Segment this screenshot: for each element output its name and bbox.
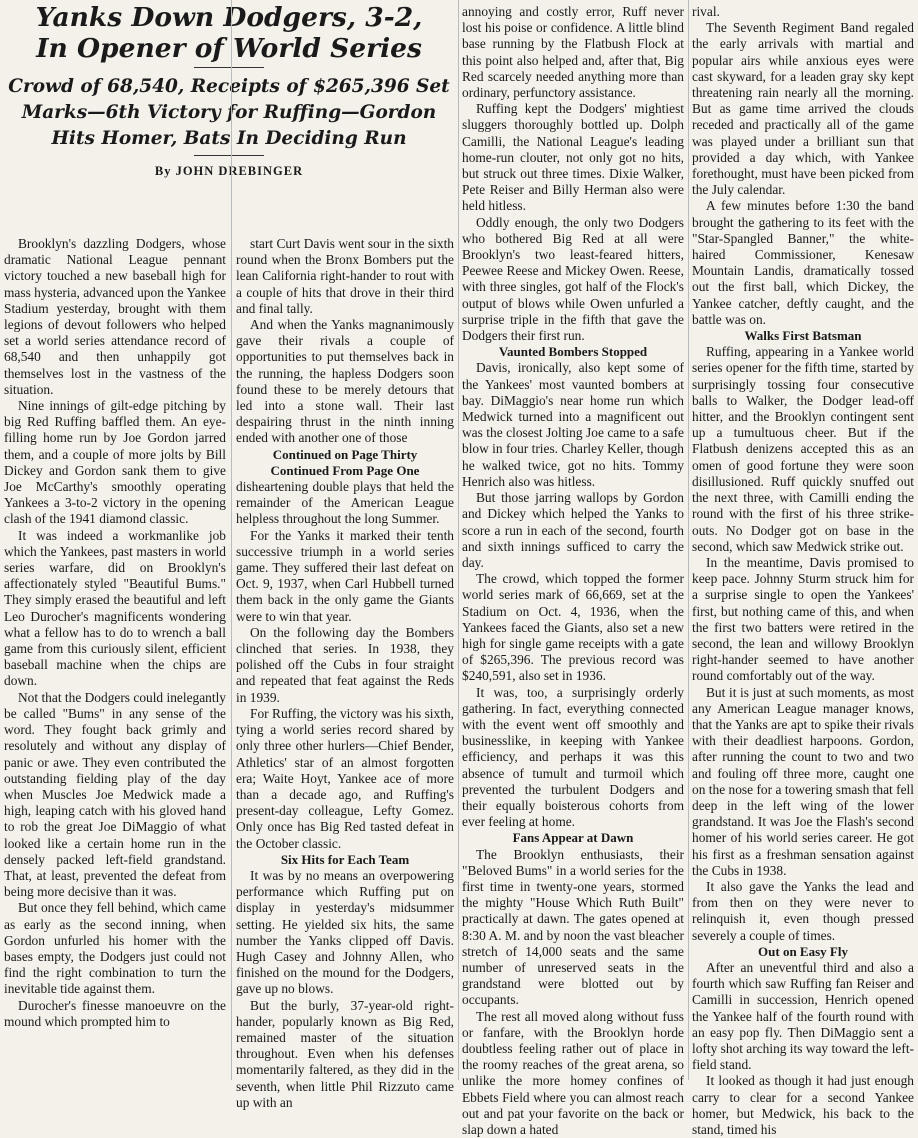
paragraph: A few minutes before 1:30 the band brought the gathering to its feet with the "Star-Spangled Banner," the white-haired Commissioner, Kenesaw Mountain Landis, dramatically tossed out the first ball, which Dickey, the Yankee catcher, deftly caught, and the battle was on. [692, 198, 914, 327]
paragraph: The Seventh Regiment Band regaled the early arrivals with martial and popular airs while anxious eyes were cast skyward, for a leaden gray sky kept threatening rain nearly all the morning. But as game time arrived the clouds receded and practically all of the game was played under a brilliant sun that provided a day which, with Yankee forethought, must have been picked from the July calendar. [692, 20, 914, 198]
byline: By JOHN DREBINGER [154, 164, 304, 178]
continued-from-notice: Continued From Page One [270, 462, 420, 478]
subhead-vaunted-bombers: Vaunted Bombers Stopped [498, 344, 648, 360]
paragraph: rival. [692, 4, 720, 19]
paragraph: Durocher's finesse manoeuvre on the mound which prompted him to [4, 997, 226, 1029]
paragraph: disheartening double plays that held the remainder of the American League helpless throughout the long Summer. [236, 479, 454, 527]
paragraph: The rest all moved along without fuss or fanfare, with the Brooklyn horde doubtless feeling rather out of place in the roomy reaches of the great arena, so unlike the more homey confines of Ebbets Field where you can almost reach out and pat your favorite on the back or slap down a hated [462, 1008, 684, 1138]
paragraph: It was, too, a surprisingly orderly gathering. In fact, everything connected with the event went off smoothly and businesslike, in keeping with Yankee efficiency, and perhaps it was this absence of tumult and turmoil which prevented the turbulent Dodgers and their equally boisterous cohorts from ever feeling at home. [462, 684, 684, 830]
main-headline-line-1: Yanks Down Dodgers, 3-2, [35, 2, 423, 33]
paragraph: For the Yanks it marked their tenth successive triumph in a world series game. They suffered their last defeat on Oct. 9, 1937, when Carl Hubbell turned them back in the only game the Giants were to win that year. [236, 527, 454, 624]
continued-on-notice: Continued on Page Thirty [272, 446, 418, 462]
column-4 [692, 4, 914, 1138]
paragraph: The crowd, which topped the former world series mark of 66,669, set at the Stadium on Oct. 4, 1936, when the Yankees faced the Giants, also set a new high for single game receipts with a gate of $265,396. The previous record was $240,591, also set in 1936. [462, 571, 684, 684]
paragraph: But it is just at such moments, as most any American League manager knows, that the Yanks are apt to spike their rivals with their deadliest harpoons. Gordon, after running the count to two and two and fouling off three more, caught one on the nose for a towering smash that fell deep in the left wing of the lower grandstand. It was Joe the Flash's second homer of his world series career. He got his first as a freshman sensation against the Cubs in 1938. [692, 684, 914, 878]
paragraph: The Brooklyn enthusiasts, their "Beloved Bums" in a world series for the first time in twenty-one years, stormed the mighty "House Which Ruth Built" practically at dawn. The gates opened at 8:30 A. M. and by noon the vast bleacher stretch of 14,000 seats and the same number of unreserved seats in the grandstand were blotted out by occupants. [462, 846, 684, 1008]
column-divider [458, 0, 459, 1080]
sub-headline-line-2: Marks—6th Victory for Ruffing—Gordon [21, 102, 437, 123]
paragraph: Davis, ironically, also kept some of the Yankees' most vaunted bombers at bay. DiMaggio's near home run which Medwick turned into a magnificent out was the closest Jolting Joe came to a safe blow in four tries. Charley Keller, though he walked twice, got no hits. Tommy Henrich also was hitless. [462, 360, 684, 489]
column-2 [236, 236, 454, 1111]
paragraph: After an uneventful third and also a fourth which saw Ruffing fan Reiser and Camilli in succession, Henrich opened the Yankee half of the fourth round with an easy pop fly. Then DiMaggio sent a lofty shot arching its way toward the left-field stand. [692, 959, 914, 1073]
subhead-six-hits: Six Hits for Each Team [280, 851, 410, 867]
paragraph: It also gave the Yanks the lead and from then on they were never to relinquish it, even though pressed severely a couple of times. [692, 878, 914, 943]
paragraph: Nine innings of gilt-edge pitching by big Red Ruffing baffled them. An eye-filling home run by Joe Gordon jarred them, and a couple of more jolts by Bill Dickey and Gordon sank them to give Joe McCarthy's smoothly operating Yankees a 3-to-2 victory in the opening clash of the 1941 diamond classic. [4, 398, 226, 527]
headline-block [4, 2, 454, 181]
paragraph: It looked as though it had just enough carry to clear for a second Yankee homer, but Medwick, his back to the stand, timed his [692, 1073, 914, 1138]
column-divider [231, 0, 232, 1080]
paragraph: But those jarring wallops by Gordon and Dickey which helped the Yanks to score a run in each of the second, fourth and sixth innings sufficed to carry the day. [462, 490, 684, 570]
headline-rule [194, 67, 264, 68]
paragraph: Oddly enough, the only two Dodgers who bothered Big Red at all were Brooklyn's two least-feared hitters, Peewee Reese and Mickey Owen. Reese, with three singles, got half of the Flock's output of blows while Owen unfurled a surprise triple in the fifth that gave the Dodgers their first run. [462, 214, 684, 344]
paragraph: It was by no means an overpowering performance which Ruffing put on display in yesterday's midsummer setting. He yielded six hits, the same number the Yanks clipped off Davis. Hugh Casey and Johnny Allen, who finished on the mound for the Dodgers, gave up no blows. [236, 867, 454, 997]
paragraph: And when the Yanks magnanimously gave their rivals a couple of opportunities to put themselves back in the running, the hapless Dodgers soon found these to be merely detours that led into a stone wall. Their last despairing thrust in the ninth inning ended with another one of those [236, 317, 454, 446]
sub-headline-line-1: Crowd of 68,540, Receipts of $265,396 Set [8, 76, 450, 97]
column-1 [4, 236, 226, 1030]
paragraph: But the burly, 37-year-old right-hander, popularly known as Big Red, remained master of the situation throughout. Even when his defenses momentarily faltered, as they did in the seventh, when little Phil Rizzuto came up with an [236, 997, 454, 1110]
paragraph: start Curt Davis went sour in the sixth round when the Bronx Bombers put the lean California right-hander to rout with a couple of hits that drove in their third and final tally. [236, 236, 454, 316]
paragraph: annoying and costly error, Ruff never lost his poise or confidence. A little blind base running by the Flatbush Flock at this point also helped and, after that, Big Red scarcely needed anything more than ordinary, perfunctory assistance. [462, 4, 684, 101]
paragraph: For Ruffing, the victory was his sixth, tying a world series record shared by only three other hurlers—Chief Bender, Athletics' star of an almost forgotten era; Waite Hoyt, Yankee ace of more than a decade ago, and Ruffing's present-day colleague, Lefty Gomez. Only once has Big Red tasted defeat in the October classic. [236, 705, 454, 851]
subhead-fans-appear: Fans Appear at Dawn [512, 830, 634, 846]
paragraph: Not that the Dodgers could inelegantly be called "Bums" in any sense of the word. They fought back grimly and resolutely and without any display of panic or awe. They even contributed the outstanding fielding play of the day when Muscles Joe Medwick made a high, leaping catch with his gloved hand to rob the great Joe DiMaggio of what looked like a certain home run in the densely packed left-field grandstand. That, at least, prevented the defeat from being more decisive than it was. [4, 689, 226, 900]
paragraph: Ruffing kept the Dodgers' mightiest sluggers thoroughly bottled up. Dolph Camilli, the National League's leading home-run clouter, not only got no hits, but struck out three times. Dixie Walker, Pete Reiser and Billy Herman also were held hitless. [462, 101, 684, 214]
sub-headline-line-3: Hits Homer, Bats In Deciding Run [51, 128, 407, 149]
main-headline-line-2: In Opener of World Series [36, 33, 422, 64]
paragraph: Ruffing, appearing in a Yankee world series opener for the fifth time, started by surprisingly tossing four consecutive balls to Walker, the Dodger lead-off hitter, and the Brooklyn contingent sent up a tumultuous cheer. But if the Flatbush denizens accepted this as an omen of good fortune they were soon disillusioned. Ruff quickly snuffed out the next three, with Camilli ending the round with the first of his three strike-outs. No Dodger got on base in the second, which saw Medwick strike out. [692, 344, 914, 554]
subhead-walks-first: Walks First Batsman [744, 328, 862, 344]
column-divider [688, 0, 689, 1080]
paragraph: Brooklyn's dazzling Dodgers, whose dramatic National League pennant victory touched a new baseball high for mass hysteria, advanced upon the Yankee Stadium yesterday, brought with them legions of devout followers who helped set a world series attendance record of 68,540 and then unhappily got themselves lost in the vastness of the situation. [4, 236, 227, 397]
paragraph: In the meantime, Davis promised to keep pace. Johnny Sturm struck him for a surprise single to open the Yankees' first, but nothing came of this, and when the first two batters were retired in the second, the lean and willowy Brooklyn right-hander seemed to have another round comfortably out of the way. [692, 554, 914, 684]
paragraph: On the following day the Bombers clinched that series. In 1938, they polished off the Cubs in four straight and repeated that feat against the Reds in 1939. [236, 624, 454, 705]
byline-rule [194, 155, 264, 156]
subhead-out-on-easy-fly: Out on Easy Fly [758, 943, 848, 959]
paragraph: But once they fell behind, which came as early as the second inning, when Gordon unfurled his homer with the bases empty, the Dodgers just could not find the right combination to turn the inevitable tide against them. [4, 900, 226, 997]
column-3 [462, 4, 684, 1138]
paragraph: It was indeed a workmanlike job which the Yankees, past masters in world series warfare, did on Brooklyn's affectionately styled "Beautiful Bums." They simply erased the beautiful and left Leo Durocher's magnificents wondering what a fellow has to do to wrench a ball game from this curiously silent, efficient baseball machine when the chips are down. [4, 527, 226, 689]
